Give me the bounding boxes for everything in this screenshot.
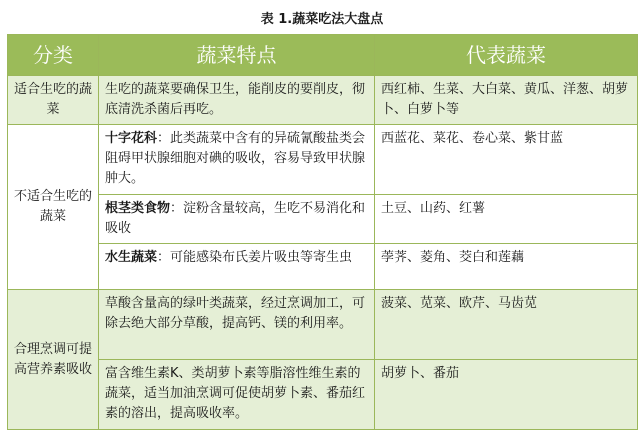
feature-cell — [99, 195, 375, 244]
table-row — [8, 76, 638, 125]
category-cell: 合理烹调可提高营养素吸收 — [8, 290, 99, 430]
feature-cell — [99, 244, 375, 290]
examples-cell: 西蓝花、菜花、卷心菜、紫甘蓝 — [375, 125, 638, 195]
feature-text: 生吃的蔬菜要确保卫生，能削皮的要削皮，彻底清洗杀菌后再吃。 — [105, 82, 366, 117]
header-feature: 蔬菜特点 — [99, 35, 375, 76]
examples-cell: 土豆、山药、红薯 — [375, 195, 638, 244]
header-examples: 代表蔬菜 — [375, 35, 638, 76]
feature-cell — [99, 290, 375, 360]
feature-text: 草酸含量高的绿叶类蔬菜，经过烹调加工，可除去绝大部分草酸，提高钙、镁的利用率。 — [105, 296, 366, 331]
category-cell: 适合生吃的蔬菜 — [8, 76, 99, 125]
feature-cell — [99, 360, 375, 430]
table-header-row — [8, 35, 638, 76]
examples-cell: 荸荠、菱角、茭白和莲藕 — [375, 244, 638, 290]
feature-keyword: 十字花科 — [105, 131, 158, 146]
table-row — [8, 290, 638, 360]
feature-cell — [99, 76, 375, 125]
feature-text: ：可能感染布氏姜片吸虫等寄生虫 — [157, 250, 353, 265]
table-row — [8, 244, 638, 290]
examples-cell: 菠菜、苋菜、欧芹、马齿苋 — [375, 290, 638, 360]
feature-text: ：淀粉含量较高，生吃不易消化和吸收 — [105, 201, 366, 236]
examples-cell: 西红柿、生菜、大白菜、黄瓜、洋葱、胡萝卜、白萝卜等 — [375, 76, 638, 125]
feature-text: 富含维生素K、类胡萝卜素等脂溶性维生素的蔬菜，适当加油烹调可促使胡萝卜素、番茄红素的溶出，提高吸收率。 — [105, 366, 366, 421]
table-row — [8, 125, 638, 195]
examples-cell: 胡萝卜、番茄 — [375, 360, 638, 430]
feature-text: ：此类蔬菜中含有的异硫氰酸盐类会阻碍甲状腺细胞对碘的吸收，容易导致甲状腺肿大。 — [105, 131, 366, 186]
header-category: 分类 — [8, 35, 99, 76]
feature-keyword: 水生蔬菜 — [105, 250, 158, 265]
feature-keyword: 根茎类食物 — [105, 201, 171, 216]
table-row — [8, 195, 638, 244]
feature-cell — [99, 125, 375, 195]
table-row — [8, 360, 638, 430]
category-cell: 不适合生吃的蔬菜 — [8, 125, 99, 290]
table-title: 表 1.蔬菜吃法大盘点 — [260, 11, 384, 27]
vegetable-table — [7, 34, 638, 430]
